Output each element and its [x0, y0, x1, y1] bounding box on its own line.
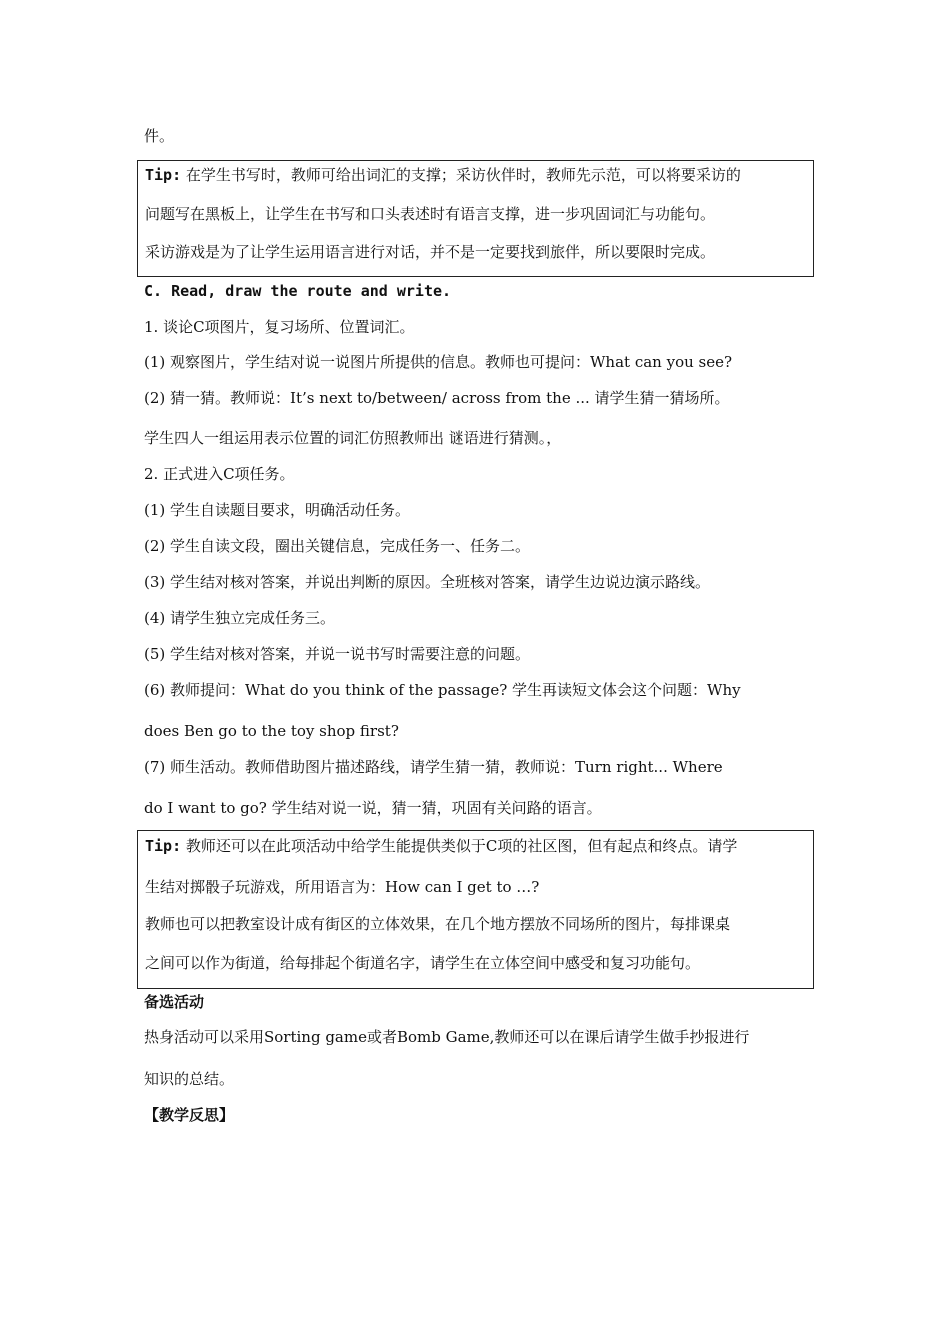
section-c-item: do I want to go? 学生结对说一说，猜一猜，巩固有关问路的语言。	[144, 799, 602, 817]
optional-activity-heading: 备选活动	[144, 993, 205, 1011]
section-c-heading: C. Read, draw the route and write.	[144, 282, 452, 300]
section-c-item: 1. 谈论C项图片，复习场所、位置词汇。	[144, 318, 415, 336]
tip-2-line-4: 之间可以作为街道，给每排起个街道名字，请学生在立体空间中感受和复习功能句。	[145, 954, 701, 972]
section-c-item: 2. 正式进入C项任务。	[144, 465, 295, 483]
tip-1-label: Tip:	[145, 166, 182, 184]
section-c-item: (7) 师生活动。教师借助图片描述路线，请学生猜一猜，教师说：Turn right... Where	[144, 758, 723, 776]
section-c-item: (2) 学生自读文段，圈出关键信息，完成任务一、任务二。	[144, 537, 531, 555]
tip-box-2	[137, 830, 814, 989]
tip-1-line-1	[145, 165, 741, 185]
section-c-item: (2) 猜一猜。教师说：It’s next to/between/ across from the ... 请学生猜一猜场所。	[144, 389, 730, 407]
tip-2-label: Tip:	[145, 837, 182, 855]
tip-2-line-2: 生结对掷骰子玩游戏，所用语言为：How can I get to …?	[145, 878, 540, 896]
tip-1-text-1: 在学生书写时，教师可给出词汇的支撑；采访伙伴时，教师先示范，可以将要采访的	[181, 166, 741, 184]
section-c-item: (6) 教师提问：What do you think of the passage? 学生再读短文体会这个问题：Why	[144, 681, 741, 699]
tip-2-text-1: 教师还可以在此项活动中给学生能提供类似于C项的社区图，但有起点和终点。请学	[181, 837, 738, 855]
section-c-item: (3) 学生结对核对答案，并说出判断的原因。全班核对答案，请学生边说边演示路线。	[144, 573, 711, 591]
section-c-item: (5) 学生结对核对答案，并说一说书写时需要注意的问题。	[144, 645, 531, 663]
tip-1-line-2: 问题写在黑板上，让学生在书写和口头表述时有语言支撑，进一步巩固词汇与功能句。	[145, 205, 716, 223]
section-c-item: does Ben go to the toy shop first?	[144, 722, 399, 740]
optional-activity-line-2: 知识的总结。	[144, 1070, 235, 1088]
section-c-item: 学生四人一组运用表示位置的词汇仿照教师出 谜语进行猜测。，	[144, 429, 562, 447]
section-c-item: (4) 请学生独立完成任务三。	[144, 609, 336, 627]
tip-1-line-3: 采访游戏是为了让学生运用语言进行对话，并不是一定要找到旅伴，所以要限时完成。	[145, 243, 716, 261]
continuation-text: 件。	[144, 127, 175, 145]
tip-box-1	[137, 160, 814, 277]
tip-2-line-3: 教师也可以把教室设计成有街区的立体效果，在几个地方摆放不同场所的图片，每排课桌	[145, 915, 731, 933]
section-c-item: (1) 观察图片，学生结对说一说图片所提供的信息。教师也可提问：What can you see?	[144, 353, 733, 371]
reflection-heading: 【教学反思】	[144, 1106, 235, 1124]
section-c-item: (1) 学生自读题目要求，明确活动任务。	[144, 501, 411, 519]
optional-activity-line-1: 热身活动可以采用Sorting game或者Bomb Game,教师还可以在课后请学生做手抄报进行	[144, 1028, 750, 1046]
tip-2-line-1	[145, 836, 737, 856]
